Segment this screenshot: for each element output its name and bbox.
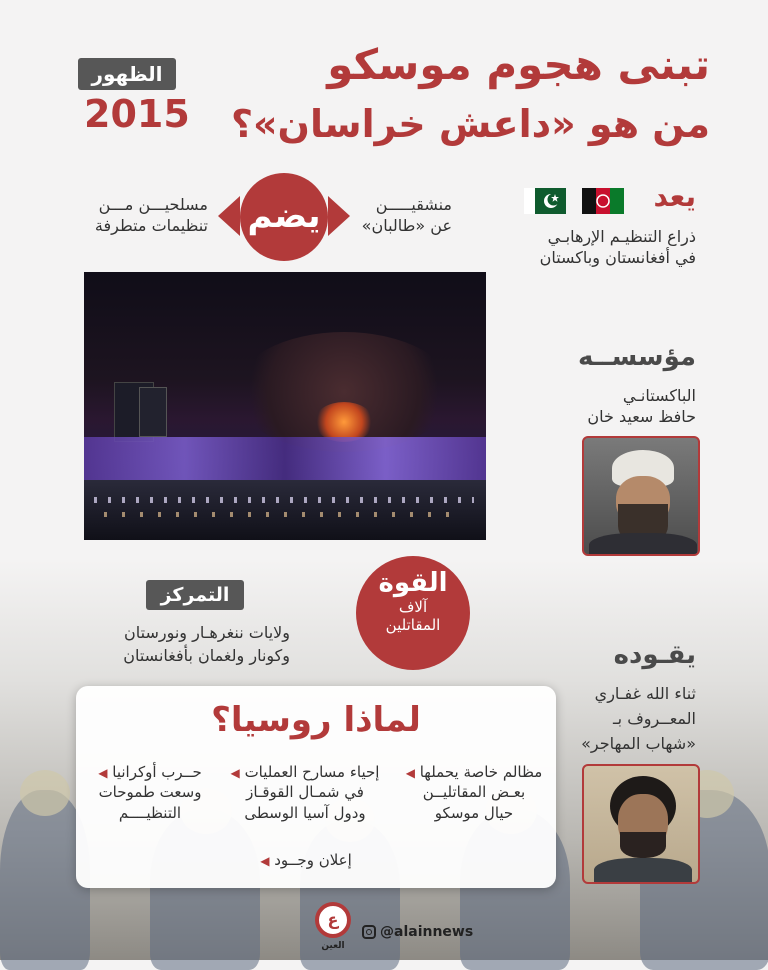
why-russia-heading: لماذا روسيا؟ [211,700,421,740]
strength-circle [356,556,470,670]
founder-line-1: الباكستانـي [622,386,696,405]
leader-photo [582,764,700,884]
bullet-arrow-icon: ◀ [230,766,240,780]
afghanistan-flag-icon [582,188,624,214]
strength-line-1: آلاف [398,598,428,616]
why-russia-item-4: إعلان وجــود ◀ [260,851,352,869]
alain-logo: ع [315,902,351,938]
founder-heading: مؤسســه [578,342,696,372]
title-line-2: من هو «داعش خراسان»؟ [230,102,710,146]
bullet-arrow-icon: ◀ [260,854,270,868]
founder-line-2: حافظ سعيد خان [587,407,696,426]
bullet-arrow-icon: ◀ [98,766,108,780]
includes-right-line-1: منشقيـــــن [375,195,452,214]
includes-arrow-right-icon [328,196,350,236]
leader-heading: يقـوده [613,640,696,670]
bullet-arrow-icon: ◀ [405,766,415,780]
emergence-badge: الظهور [78,58,176,90]
emergence-year: 2015 [84,92,190,136]
attack-photo [84,272,486,540]
concentration-line-2: وكونار ولغمان بأفغانستان [123,646,290,665]
includes-right-line-2: عن «طالبان» [361,216,452,235]
leader-line-3: «شهاب المهاجر» [581,734,696,753]
why-russia-item-1: مظالم خاصة يحملها ◀ بعـض المقاتليــن حيال موسكو [405,763,543,822]
leader-line-1: ثناء الله غفـاري [594,684,696,703]
instagram-icon [362,925,376,939]
why-russia-item-2: إحياء مسارح العمليات ◀ في شمـال القوقـاز ودول آسيا الوسطى [230,763,380,822]
strength-line-2: المقاتلين [385,616,441,634]
why-russia-item-3: حــرب أوكرانيا ◀ وسعت طموحات التنظيــــم [98,763,202,822]
alain-brand: العين [321,941,345,951]
concentration-badge: التمركز [146,580,244,610]
concentration-line-1: ولايات ننغرهـار ونورستان [124,623,290,642]
is-text-line-1: ذراع التنظيـم الإرهابـي [547,227,696,246]
includes-label: يضم [247,196,321,236]
founder-photo [582,436,700,556]
strength-heading: القوة [378,568,448,598]
social-handle[interactable]: @alainnews [380,924,474,940]
includes-left-line-2: تنظيمات متطرفة [94,216,208,235]
leader-line-2: المعــروف بـ [612,709,696,728]
is-heading: يعد [653,180,696,213]
includes-arrow-left-icon [218,196,240,236]
includes-left-line-1: مسلحيـــن مـــن [98,195,208,214]
includes-circle [240,173,328,261]
pakistan-flag-icon [524,188,566,214]
title-line-1: تبنى هجوم موسكو [327,40,710,89]
is-text-line-2: في أفغانستان وباكستان [539,248,696,267]
why-russia-box [76,686,556,888]
